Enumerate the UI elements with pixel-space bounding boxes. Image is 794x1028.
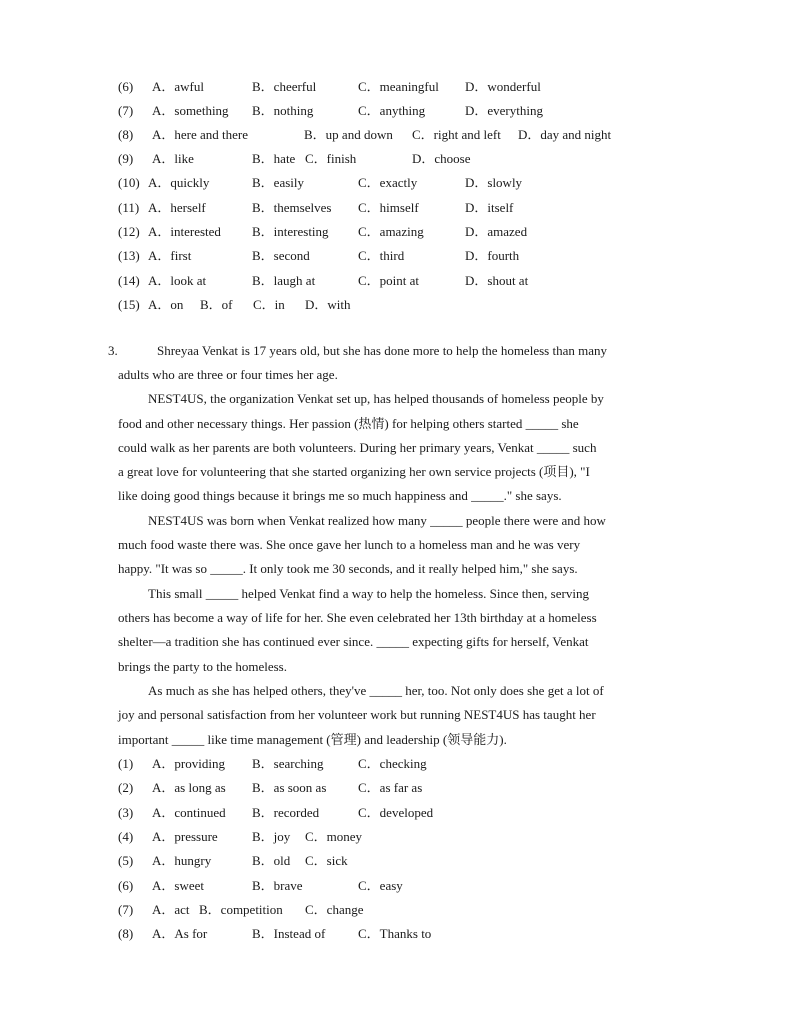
option-a: A．herself xyxy=(148,200,206,215)
question-row xyxy=(0,900,794,920)
option-d: D．slowly xyxy=(465,175,523,190)
option-b: B．interesting xyxy=(252,224,329,239)
passage-line: brings the party to the homeless. xyxy=(118,659,287,674)
question-row xyxy=(0,271,794,291)
option-b: B．joy xyxy=(252,829,291,844)
option-c: C．money xyxy=(305,829,363,844)
question-number: (8) xyxy=(118,926,134,941)
question-number: (8) xyxy=(118,127,134,142)
question-number: (4) xyxy=(118,829,134,844)
option-d: D．amazed xyxy=(465,224,528,239)
option-b: B．cheerful xyxy=(252,79,317,94)
option-b: B．hate xyxy=(252,151,296,166)
option-a: A．act xyxy=(152,902,190,917)
option-a: A．look at xyxy=(148,273,207,288)
option-c: C．himself xyxy=(358,200,419,215)
question-row xyxy=(0,803,794,823)
question-number: (13) xyxy=(118,248,140,263)
question-row xyxy=(0,173,794,193)
option-b: B．themselves xyxy=(252,200,332,215)
option-c: C．easy xyxy=(358,878,403,893)
option-d: D．with xyxy=(305,297,351,312)
question-number: (15) xyxy=(118,297,140,312)
option-c: C．anything xyxy=(358,103,426,118)
option-c: C．as far as xyxy=(358,780,423,795)
option-a: A．sweet xyxy=(152,878,204,893)
option-c: C．Thanks to xyxy=(358,926,432,941)
passage-line: As much as she has helped others, they've _____ her, too. Not only does she get a lot of xyxy=(148,683,604,698)
passage-number: 3. xyxy=(108,343,118,358)
option-a: A．awful xyxy=(152,79,204,94)
question-row xyxy=(0,149,794,169)
option-c: C．finish xyxy=(305,151,357,166)
question-number: (1) xyxy=(118,756,134,771)
option-b: B．second xyxy=(252,248,310,263)
option-c: C．checking xyxy=(358,756,427,771)
passage-line: NEST4US was born when Venkat realized how many _____ people there were and how xyxy=(148,513,606,528)
option-c: C．amazing xyxy=(358,224,424,239)
option-a: A．on xyxy=(148,297,184,312)
question-number: (11) xyxy=(118,200,140,215)
option-a: A．hungry xyxy=(152,853,212,868)
passage-line: others has become a way of life for her. She even celebrated her 13th birthday at a homeless xyxy=(118,610,597,625)
option-a: A．first xyxy=(148,248,192,263)
option-c: C．in xyxy=(253,297,285,312)
option-a: A．continued xyxy=(152,805,226,820)
option-b: B．nothing xyxy=(252,103,314,118)
question-row xyxy=(0,827,794,847)
option-c: C．third xyxy=(358,248,405,263)
question-number: (10) xyxy=(118,175,140,190)
question-row xyxy=(0,222,794,242)
option-b: B．recorded xyxy=(252,805,320,820)
option-b: B．laugh at xyxy=(252,273,316,288)
option-b: B．easily xyxy=(252,175,304,190)
option-d: D．fourth xyxy=(465,248,520,263)
question-row xyxy=(0,295,794,315)
question-row xyxy=(0,876,794,896)
option-b: B．of xyxy=(200,297,233,312)
option-d: D．wonderful xyxy=(465,79,541,94)
question-number: (3) xyxy=(118,805,134,820)
question-number: (7) xyxy=(118,902,134,917)
option-a: A．something xyxy=(152,103,229,118)
option-b: B．as soon as xyxy=(252,780,327,795)
passage-line: shelter—a tradition she has continued ever since. _____ expecting gifts for herself, Venkat xyxy=(118,634,589,649)
question-row xyxy=(0,924,794,944)
passage-line: food and other necessary things. Her passion (热情) for helping others started _____ she xyxy=(118,416,579,431)
passage-line: like doing good things because it brings me so much happiness and _____." she says. xyxy=(118,488,562,503)
option-b: B．brave xyxy=(252,878,303,893)
question-number: (9) xyxy=(118,151,134,166)
option-a: A．providing xyxy=(152,756,225,771)
question-row xyxy=(0,198,794,218)
option-a: A．pressure xyxy=(152,829,218,844)
option-d: D．shout at xyxy=(465,273,529,288)
question-row xyxy=(0,851,794,871)
question-row xyxy=(0,778,794,798)
option-b: B．searching xyxy=(252,756,324,771)
option-c: C．meaningful xyxy=(358,79,439,94)
passage-line: NEST4US, the organization Venkat set up, has helped thousands of homeless people by xyxy=(148,391,604,406)
option-a: A．as long as xyxy=(152,780,226,795)
option-c: C．change xyxy=(305,902,364,917)
option-d: D．itself xyxy=(465,200,514,215)
passage-line: could walk as her parents are both volunteers. During her primary years, Venkat _____ such xyxy=(118,440,597,455)
option-c: C．right and left xyxy=(412,127,501,142)
option-c: C．exactly xyxy=(358,175,418,190)
option-a: A．As for xyxy=(152,926,208,941)
question-number: (7) xyxy=(118,103,134,118)
option-c: C．developed xyxy=(358,805,434,820)
passage-line: This small _____ helped Venkat find a way to help the homeless. Since then, serving xyxy=(148,586,589,601)
question-row xyxy=(0,125,794,145)
question-row xyxy=(0,246,794,266)
question-number: (2) xyxy=(118,780,134,795)
question-row xyxy=(0,77,794,97)
option-c: C．point at xyxy=(358,273,420,288)
question-number: (14) xyxy=(118,273,140,288)
option-a: A．like xyxy=(152,151,194,166)
question-row xyxy=(0,754,794,774)
passage-line: adults who are three or four times her age. xyxy=(118,367,338,382)
option-b: B．up and down xyxy=(304,127,393,142)
question-number: (5) xyxy=(118,853,134,868)
option-d: D．everything xyxy=(465,103,543,118)
question-row xyxy=(0,101,794,121)
passage-line: Shreyaa Venkat is 17 years old, but she has done more to help the homeless than many xyxy=(157,343,607,358)
option-b: B．competition xyxy=(199,902,283,917)
passage-line: important _____ like time management (管理) and leadership (领导能力). xyxy=(118,732,507,747)
option-b: B．old xyxy=(252,853,291,868)
question-number: (6) xyxy=(118,878,134,893)
passage-line: joy and personal satisfaction from her volunteer work but running NEST4US has taught her xyxy=(118,707,596,722)
passage-line: happy. "It was so _____. It only took me 30 seconds, and it really helped him," she says. xyxy=(118,561,578,576)
passage-line: a great love for volunteering that she started organizing her own service projects (项目), "I xyxy=(118,464,590,479)
option-a: A．interested xyxy=(148,224,221,239)
question-number: (12) xyxy=(118,224,140,239)
option-a: A．quickly xyxy=(148,175,210,190)
option-b: B．Instead of xyxy=(252,926,326,941)
option-c: C．sick xyxy=(305,853,348,868)
question-number: (6) xyxy=(118,79,134,94)
option-d: D．day and night xyxy=(518,127,612,142)
passage-line: much food waste there was. She once gave her lunch to a homeless man and he was very xyxy=(118,537,581,552)
option-a: A．here and there xyxy=(152,127,249,142)
option-d: D．choose xyxy=(412,151,471,166)
